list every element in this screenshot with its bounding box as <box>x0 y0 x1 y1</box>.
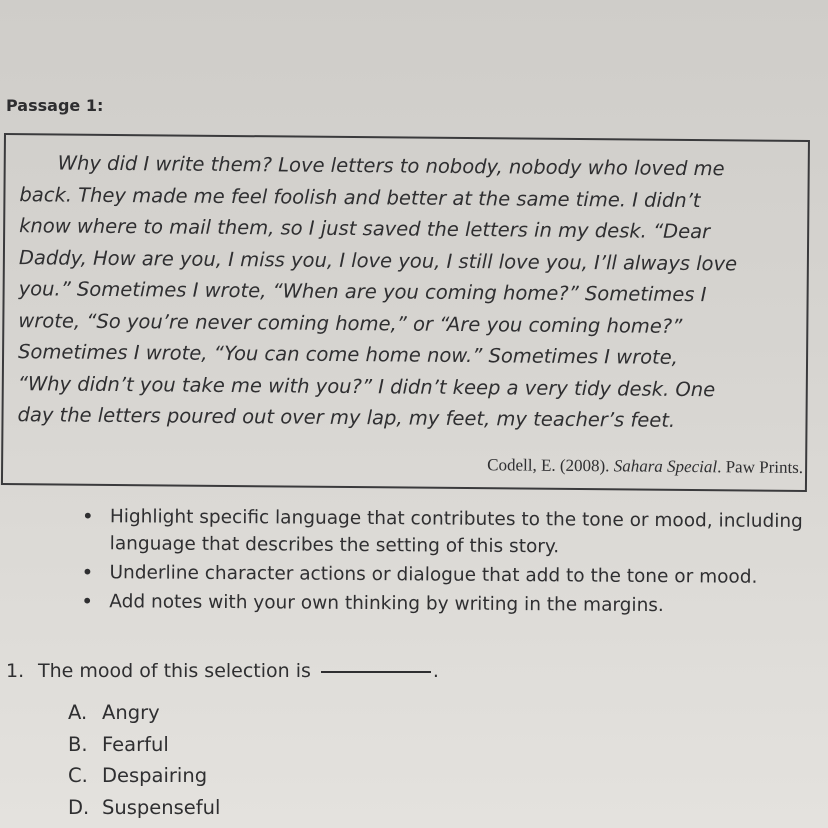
passage-line: “Why didn’t you take me with you?” I didn’t keep a very tidy desk. One <box>17 371 716 401</box>
citation-publisher: . Paw Prints. <box>717 457 804 477</box>
passage-text <box>17 147 795 437</box>
choice-d[interactable] <box>68 792 220 824</box>
choice-a[interactable] <box>68 697 220 729</box>
passage-line: Sometimes I wrote, “You can come home now.” Sometimes I wrote, <box>17 340 679 369</box>
instruction-text: Highlight specific language that contributes to the tone or mood, including language that describes the setting of this story. <box>109 506 803 558</box>
passage-label: Passage 1: <box>6 96 104 115</box>
choice-c[interactable] <box>68 760 220 792</box>
citation <box>487 455 803 478</box>
bullet-icon: • <box>81 589 94 614</box>
question-text: The mood of this selection is <box>38 660 311 682</box>
question-number: 1. <box>6 660 25 682</box>
passage-line: day the letters poured out over my lap, my feet, my teacher’s feet. <box>17 403 676 432</box>
choice-text: Despairing <box>102 764 208 787</box>
instruction-item <box>79 559 809 591</box>
choice-letter: A. <box>68 701 88 724</box>
question-period: . <box>432 660 439 682</box>
choice-b[interactable] <box>68 729 220 761</box>
instruction-list <box>79 503 810 622</box>
choice-text: Angry <box>102 701 160 724</box>
passage-line: back. They made me feel foolish and better at the same time. I didn’t <box>19 182 701 212</box>
instruction-item <box>79 588 809 620</box>
passage-box <box>1 133 810 492</box>
question-1 <box>6 660 439 682</box>
passage-line: you.” Sometimes I wrote, “When are you coming home?” Sometimes I <box>18 277 707 307</box>
answer-choices <box>68 697 220 823</box>
citation-title: Sahara Special <box>613 456 718 477</box>
citation-author: Codell, E. (2008). <box>487 455 614 476</box>
instruction-text: Add notes with your own thinking by writing in the margins. <box>109 591 664 617</box>
choice-letter: B. <box>68 732 88 756</box>
choice-letter: C. <box>68 764 88 787</box>
bullet-icon: • <box>81 560 94 585</box>
passage-line: wrote, “So you’re never coming home,” or “Are you coming home?” <box>18 308 683 338</box>
choice-text: Suspenseful <box>102 795 221 819</box>
passage-line: Daddy, How are you, I miss you, I love you, I still love you, I’ll always love <box>18 245 738 275</box>
passage-line: know where to mail them, so I just saved the letters in my desk. “Dear <box>19 214 711 244</box>
passage-line: Why did I write them? Love letters to nobody, nobody who loved me <box>57 151 725 181</box>
choice-text: Fearful <box>102 732 169 756</box>
instruction-text: Underline character actions or dialogue that add to the tone or mood. <box>109 562 758 588</box>
instruction-item <box>80 503 810 562</box>
answer-blank[interactable] <box>321 671 431 673</box>
bullet-icon: • <box>81 504 94 529</box>
choice-letter: D. <box>68 795 90 819</box>
